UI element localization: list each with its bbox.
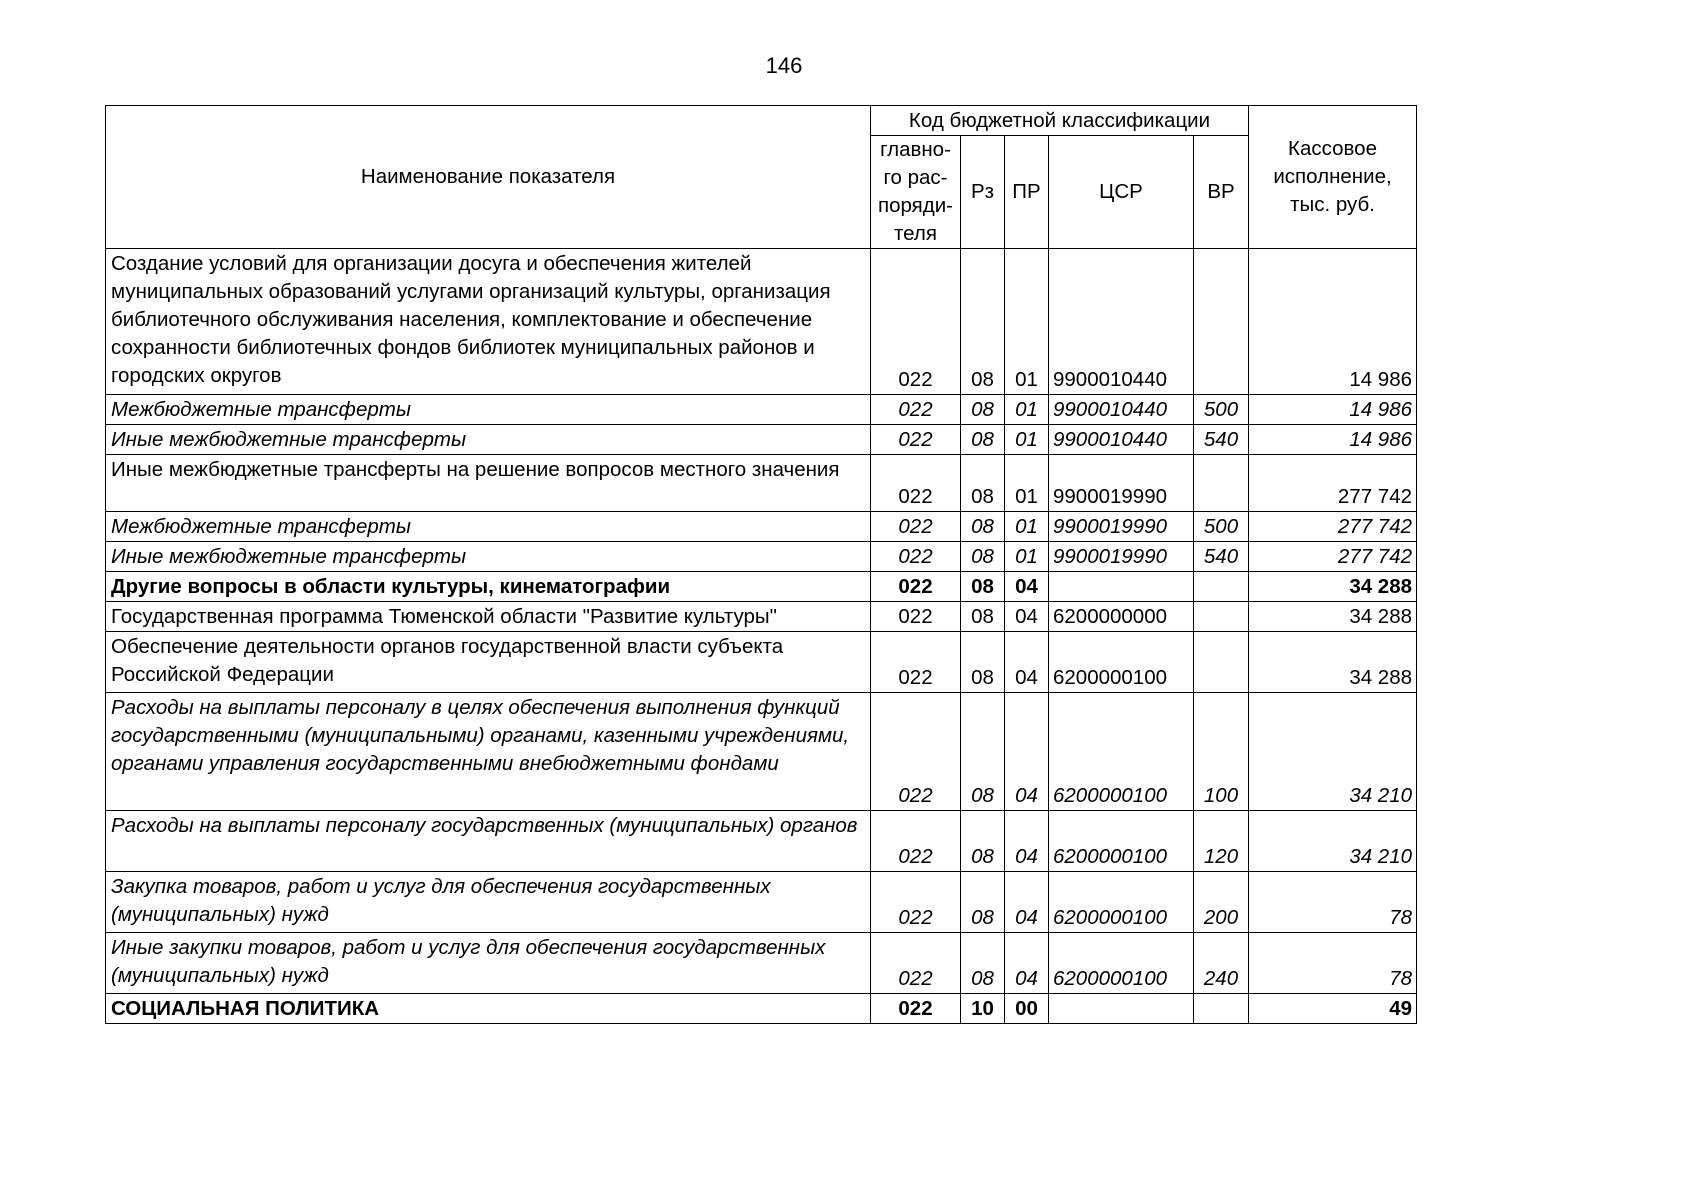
row-glavn-code: 022 xyxy=(871,455,961,512)
header-amount-line: исполнение, xyxy=(1273,165,1392,188)
row-csr-code: 9900019990 xyxy=(1049,542,1194,572)
table-row xyxy=(106,542,1417,572)
header-pr: ПР xyxy=(1005,136,1049,249)
row-csr-code: 6200000000 xyxy=(1049,602,1194,632)
row-rz-code: 10 xyxy=(961,994,1005,1024)
row-name: СОЦИАЛЬНАЯ ПОЛИТИКА xyxy=(106,994,871,1024)
row-vr-code xyxy=(1194,602,1249,632)
row-rz-code: 08 xyxy=(961,632,1005,693)
row-amount: 34 288 xyxy=(1249,602,1417,632)
row-glavn-code: 022 xyxy=(871,994,961,1024)
row-amount: 14 986 xyxy=(1249,425,1417,455)
row-rz-code: 08 xyxy=(961,933,1005,994)
row-csr-code: 9900019990 xyxy=(1049,455,1194,512)
row-pr-code: 04 xyxy=(1005,572,1049,602)
row-glavn-code: 022 xyxy=(871,602,961,632)
row-amount: 277 742 xyxy=(1249,542,1417,572)
row-rz-code: 08 xyxy=(961,425,1005,455)
table-row xyxy=(106,395,1417,425)
row-pr-code: 01 xyxy=(1005,395,1049,425)
row-rz-code: 08 xyxy=(961,249,1005,395)
row-amount: 34 210 xyxy=(1249,811,1417,872)
row-csr-code: 6200000100 xyxy=(1049,872,1194,933)
row-amount: 277 742 xyxy=(1249,512,1417,542)
header-glavn-line: поряди- xyxy=(877,194,953,217)
row-csr-code xyxy=(1049,994,1194,1024)
row-vr-code xyxy=(1194,455,1249,512)
row-csr-code: 6200000100 xyxy=(1049,933,1194,994)
row-csr-code: 6200000100 xyxy=(1049,811,1194,872)
row-vr-code: 200 xyxy=(1194,872,1249,933)
row-csr-code: 9900010440 xyxy=(1049,249,1194,395)
row-pr-code: 04 xyxy=(1005,693,1049,811)
page-number: 146 xyxy=(765,53,803,78)
row-amount: 78 xyxy=(1249,933,1417,994)
row-csr-code: 9900010440 xyxy=(1049,425,1194,455)
table-row xyxy=(106,425,1417,455)
header-rz: Рз xyxy=(961,136,1005,249)
row-rz-code: 08 xyxy=(961,395,1005,425)
row-name: Расходы на выплаты персоналу государственных (муниципальных) органов xyxy=(106,811,871,872)
row-rz-code: 08 xyxy=(961,811,1005,872)
row-pr-code: 01 xyxy=(1005,455,1049,512)
header-glavn xyxy=(871,136,961,249)
row-amount: 14 986 xyxy=(1249,249,1417,395)
table-row xyxy=(106,602,1417,632)
row-pr-code: 04 xyxy=(1005,632,1049,693)
row-name: Межбюджетные трансферты xyxy=(106,512,871,542)
row-pr-code: 01 xyxy=(1005,249,1049,395)
row-amount: 34 210 xyxy=(1249,693,1417,811)
table-row xyxy=(106,249,1417,395)
row-name: Другие вопросы в области культуры, кинематографии xyxy=(106,572,871,602)
row-pr-code: 04 xyxy=(1005,933,1049,994)
row-name: Межбюджетные трансферты xyxy=(106,395,871,425)
table-row xyxy=(106,455,1417,512)
row-pr-code: 00 xyxy=(1005,994,1049,1024)
row-amount: 34 288 xyxy=(1249,572,1417,602)
table-row xyxy=(106,512,1417,542)
row-vr-code: 500 xyxy=(1194,512,1249,542)
header-code-group: Код бюджетной классификации xyxy=(871,106,1249,136)
row-pr-code: 04 xyxy=(1005,602,1049,632)
row-amount: 78 xyxy=(1249,872,1417,933)
row-csr-code: 6200000100 xyxy=(1049,693,1194,811)
row-glavn-code: 022 xyxy=(871,425,961,455)
table-row xyxy=(106,693,1417,811)
row-vr-code xyxy=(1194,572,1249,602)
row-glavn-code: 022 xyxy=(871,572,961,602)
row-name: Иные межбюджетные трансферты на решение вопросов местного значения xyxy=(106,455,871,512)
row-pr-code: 01 xyxy=(1005,425,1049,455)
header-name: Наименование показателя xyxy=(106,106,871,249)
budget-table xyxy=(105,105,1417,1024)
row-rz-code: 08 xyxy=(961,512,1005,542)
row-amount: 34 288 xyxy=(1249,632,1417,693)
row-rz-code: 08 xyxy=(961,572,1005,602)
table-row xyxy=(106,872,1417,933)
row-pr-code: 01 xyxy=(1005,512,1049,542)
row-name: Государственная программа Тюменской области "Развитие культуры" xyxy=(106,602,871,632)
row-rz-code: 08 xyxy=(961,542,1005,572)
row-name: Расходы на выплаты персоналу в целях обеспечения выполнения функций государственными (муниципальными) органами, казенными учреждениями, органами управления государственными внебюджетными фондами xyxy=(106,693,871,811)
row-glavn-code: 022 xyxy=(871,872,961,933)
header-glavn-line: главно- xyxy=(880,138,951,161)
row-amount: 14 986 xyxy=(1249,395,1417,425)
row-glavn-code: 022 xyxy=(871,542,961,572)
header-amount-line: Кассовое xyxy=(1288,137,1377,160)
row-pr-code: 01 xyxy=(1005,542,1049,572)
header-glavn-line: теля xyxy=(894,222,937,245)
row-glavn-code: 022 xyxy=(871,693,961,811)
table-row xyxy=(106,811,1417,872)
row-vr-code xyxy=(1194,632,1249,693)
row-name: Обеспечение деятельности органов государственной власти субъекта Российской Федерации xyxy=(106,632,871,693)
row-pr-code: 04 xyxy=(1005,872,1049,933)
row-rz-code: 08 xyxy=(961,455,1005,512)
row-vr-code xyxy=(1194,994,1249,1024)
table-row xyxy=(106,632,1417,693)
row-glavn-code: 022 xyxy=(871,933,961,994)
header-csr: ЦСР xyxy=(1049,136,1194,249)
row-vr-code: 240 xyxy=(1194,933,1249,994)
table-row xyxy=(106,933,1417,994)
row-vr-code: 540 xyxy=(1194,425,1249,455)
row-amount: 277 742 xyxy=(1249,455,1417,512)
row-name: Создание условий для организации досуга и обеспечения жителей муниципальных образований услугами организаций культуры, организация библиотечного обслуживания населения, комплектование и обеспечение сохранности библиотечных фондов библиотек муниципальных районов и городских округов xyxy=(106,249,871,395)
row-glavn-code: 022 xyxy=(871,811,961,872)
header-vr: ВР xyxy=(1194,136,1249,249)
row-name: Иные закупки товаров, работ и услуг для обеспечения государственных (муниципальных) нужд xyxy=(106,933,871,994)
row-vr-code: 500 xyxy=(1194,395,1249,425)
row-name: Иные межбюджетные трансферты xyxy=(106,425,871,455)
row-vr-code: 100 xyxy=(1194,693,1249,811)
row-csr-code: 9900019990 xyxy=(1049,512,1194,542)
row-vr-code: 120 xyxy=(1194,811,1249,872)
row-pr-code: 04 xyxy=(1005,811,1049,872)
table-row xyxy=(106,994,1417,1024)
header-amount-line: тыс. руб. xyxy=(1290,193,1375,216)
row-glavn-code: 022 xyxy=(871,395,961,425)
header-glavn-line: го рас- xyxy=(883,166,948,189)
row-glavn-code: 022 xyxy=(871,512,961,542)
row-csr-code: 6200000100 xyxy=(1049,632,1194,693)
row-rz-code: 08 xyxy=(961,602,1005,632)
header-amount xyxy=(1249,106,1417,249)
row-name: Закупка товаров, работ и услуг для обеспечения государственных (муниципальных) нужд xyxy=(106,872,871,933)
row-amount: 49 xyxy=(1249,994,1417,1024)
row-vr-code: 540 xyxy=(1194,542,1249,572)
row-rz-code: 08 xyxy=(961,693,1005,811)
row-glavn-code: 022 xyxy=(871,632,961,693)
row-name: Иные межбюджетные трансферты xyxy=(106,542,871,572)
row-vr-code xyxy=(1194,249,1249,395)
row-rz-code: 08 xyxy=(961,872,1005,933)
row-csr-code: 9900010440 xyxy=(1049,395,1194,425)
table-body xyxy=(106,249,1417,1024)
row-glavn-code: 022 xyxy=(871,249,961,395)
table-row xyxy=(106,572,1417,602)
row-csr-code xyxy=(1049,572,1194,602)
